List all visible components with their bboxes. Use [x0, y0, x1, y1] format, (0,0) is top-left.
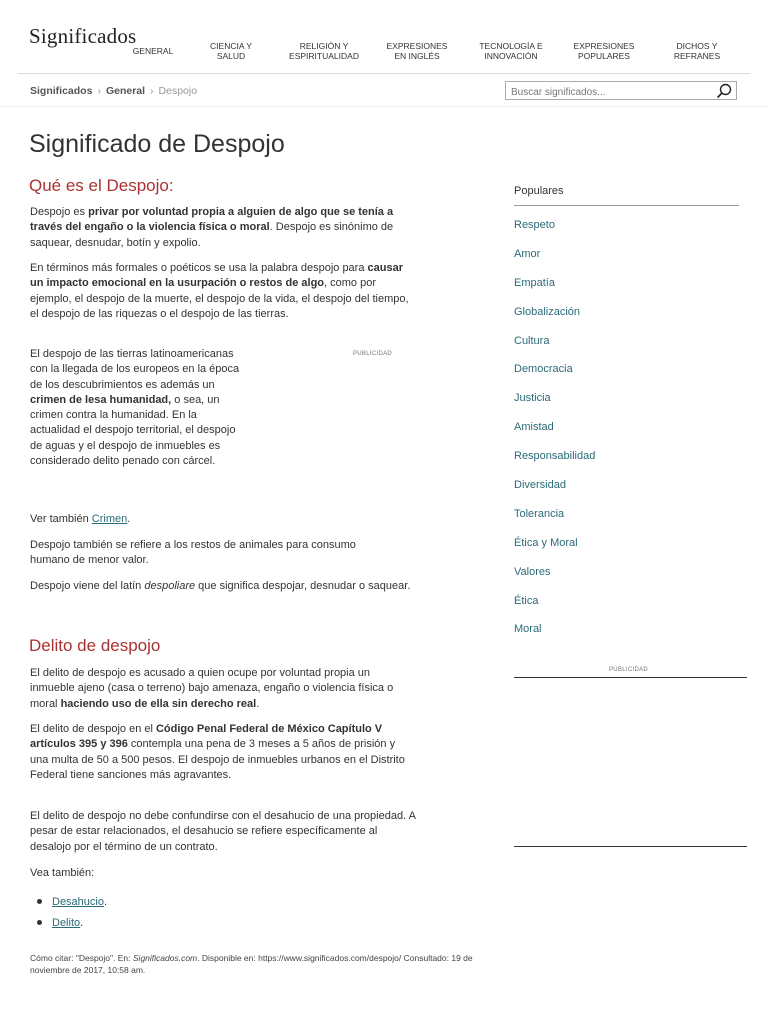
search-box	[505, 81, 737, 100]
nav-tecnologia[interactable]: TECNOLOGÍA E INNOVACIÓN	[479, 41, 543, 61]
nav-dichos-refranes[interactable]: DICHOS Y REFRANES	[673, 41, 721, 61]
section-heading-que-es: Qué es el Despojo:	[29, 176, 174, 195]
sidebar-item-etica-moral[interactable]: Ética y Moral	[514, 536, 578, 549]
link-desahucio[interactable]: Desahucio	[52, 895, 104, 908]
ad-slot	[514, 677, 747, 847]
chevron-right-icon: ›	[97, 85, 101, 97]
breadcrumb-divider	[0, 106, 768, 107]
nav-expresiones-populares[interactable]: EXPRESIONES POPULARES	[573, 41, 635, 61]
site-header	[0, 0, 768, 74]
sidebar-divider	[514, 205, 739, 206]
breadcrumb	[30, 85, 197, 97]
sidebar-item-responsabilidad[interactable]: Responsabilidad	[514, 450, 596, 463]
ad-label: PUBLICIDAD	[609, 667, 649, 673]
sidebar-item-cultura[interactable]: Cultura	[514, 334, 550, 347]
page-title: Significado de Despojo	[29, 130, 285, 158]
popular-list	[514, 219, 595, 652]
sidebar-item-empatia[interactable]: Empatía	[514, 276, 555, 289]
paragraph: Ver también Crimen.	[30, 513, 131, 525]
see-also-label: Vea también:	[30, 867, 95, 879]
sidebar-item-diversidad[interactable]: Diversidad	[514, 479, 566, 492]
breadcrumb-current: Despojo	[158, 85, 198, 97]
section-heading-delito: Delito de despojo	[29, 636, 161, 655]
nav-religion[interactable]: RELIGIÓN Y ESPIRITUALIDAD	[289, 41, 359, 61]
citation: Cómo citar: "Despojo". En: Significados.com. Disponible en: https://www.significados.com/despojo/ Consultado: 19 de noviembre de 2017, 10:58 am.	[30, 953, 473, 975]
paragraph: El delito de despojo en el Código Penal Federal de México Capítulo V artículos 395 y 396 contempla una pena de 3 meses a 5 años de prisión y una multa de 50 a 500 pesos. El despojo de inmuebles urbanos en el Distrito Federal tiene sanciones más agravantes.	[30, 723, 405, 781]
breadcrumb-item[interactable]: Significados	[30, 85, 93, 97]
paragraph: El despojo de las tierras latinoamericanas con la llegada de los europeos en la época de los descubrimientos es además un crimen de lesa humanidad, o sea, un crimen contra la humanidad. En la actualidad el despojo territorial, el despojo de aguas y el despojo de inmuebles es considerado delito penado con cárcel.	[30, 348, 240, 468]
breadcrumb-item[interactable]: General	[105, 85, 146, 97]
nav-expresiones-ingles[interactable]: EXPRESIONES EN INGLÉS	[386, 41, 448, 61]
list-item: Delito .	[37, 912, 107, 933]
ad-label: PUBLICIDAD	[353, 351, 393, 357]
sidebar-item-democracia[interactable]: Democracia	[514, 363, 573, 376]
bullet-icon	[37, 920, 42, 925]
paragraph: Despojo también se refiere a los restos de animales para consumo humano de menor valor.	[30, 539, 356, 567]
paragraph: Despojo viene del latín despoliare que significa despojar, desnudar o saquear.	[30, 580, 411, 592]
see-also-list	[37, 891, 107, 933]
sidebar-item-amor[interactable]: Amor	[514, 247, 541, 260]
list-item: Desahucio .	[37, 891, 107, 912]
nav-ciencia-salud[interactable]: CIENCIA Y SALUD	[210, 41, 252, 61]
paragraph: En términos más formales o poéticos se usa la palabra despojo para causar un impacto emocional en la usurpación o restos de algo, como por ejemplo, el despojo de la muerte, el despojo de la vida, el despojo del tiempo, el despojo de las riquezas o el despojo de las tierras.	[30, 262, 409, 320]
sidebar-item-respeto[interactable]: Respeto	[514, 219, 555, 231]
link-delito[interactable]: Delito	[52, 916, 81, 929]
link-crimen[interactable]: Crimen	[91, 513, 128, 525]
sidebar-item-globalizacion[interactable]: Globalización	[514, 305, 581, 318]
paragraph: Despojo es privar por voluntad propia a alguien de algo que se tenía a través del engaño o la violencia física o moral. Despojo es sinónimo de saquear, desnudar, botín y expolio.	[30, 206, 394, 249]
sidebar-item-moral[interactable]: Moral	[514, 623, 542, 636]
sidebar-title: Populares	[514, 185, 564, 197]
chevron-right-icon: ›	[150, 85, 154, 97]
search-icon[interactable]	[716, 83, 732, 104]
header-divider	[18, 73, 750, 74]
sidebar-item-etica[interactable]: Ética	[514, 594, 539, 607]
sidebar-item-tolerancia[interactable]: Tolerancia	[514, 507, 565, 520]
site-logo[interactable]: Significados	[29, 24, 137, 48]
sidebar-item-valores[interactable]: Valores	[514, 565, 551, 578]
paragraph: El delito de despojo es acusado a quien ocupe por voluntad propia un inmueble ajeno (casa o terreno) bajo amenaza, engaño o violencia física o moral haciendo uso de ella sin derecho real.	[30, 667, 394, 710]
sidebar-item-amistad[interactable]: Amistad	[514, 421, 554, 434]
sidebar-item-justicia[interactable]: Justicia	[514, 392, 551, 405]
paragraph: El delito de despojo no debe confundirse con el desahucio de una propiedad. A pesar de estar relacionados, el desahucio se refiere específicamente al desalojo por el término de un contrato.	[30, 810, 416, 853]
nav-general[interactable]: GENERAL	[132, 46, 174, 56]
search-input[interactable]	[506, 84, 711, 101]
bullet-icon	[37, 899, 42, 904]
